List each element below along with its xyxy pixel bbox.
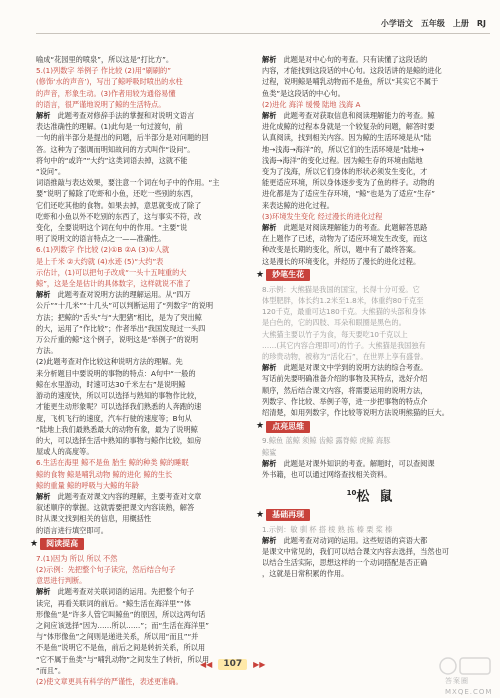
text-line: 内容，才能找到这段话的中心句。这段话讲的是鲸的进化 bbox=[262, 66, 442, 76]
text-line: (3)环境发生变化 经过漫长的进化过程 bbox=[262, 211, 383, 221]
text-line: 的大，可以选择生活中熟知的事物与鲸作比较，如房 bbox=[36, 435, 202, 445]
text-line: (2)此题考查对作比较这种说明方法的理解。先 bbox=[36, 357, 183, 367]
analysis-label: 解析 bbox=[262, 535, 284, 545]
watermark-line2: MXQE.COM bbox=[445, 688, 493, 697]
text-line: 此题考查对说明方法的理解运用。从“四万 bbox=[57, 290, 191, 300]
text-line: 种改变是长期的变化，所以，题中有了最终答案。 bbox=[262, 245, 421, 255]
text-line: 绍清楚，如用列数字，作比较等说明方法说明熊猫的巨大。 bbox=[262, 408, 449, 418]
text-line: 鲸在水里游动，时速可达30千米左右”是说明鲸 bbox=[36, 379, 186, 389]
text-line: 鲸的食物 鲸是哺乳动物 鲸的进化 鲸的生长 bbox=[36, 469, 173, 479]
section-heading-writing bbox=[256, 269, 310, 282]
text-line: 6.(1)列数字 作比较 (2)①B ②A (3)①人就 bbox=[36, 245, 170, 255]
text-line: 在上题作了已述，动物为了适应环境发生改变，而这 bbox=[262, 234, 428, 244]
text-line: 公斤”“十几米”“十几头”可以判断运用了“列数字”的说明 bbox=[36, 301, 214, 311]
text-line: 6.生活在海里 鲸不是鱼 胎生 鲸的种类 鲸的睡眠 bbox=[36, 458, 189, 468]
text-line: 的语言进行填空即可。 bbox=[36, 525, 108, 535]
analysis-block bbox=[262, 222, 487, 267]
text-line: “它不属于鱼类”与“哺乳动物”之间发生了转折，所以用 bbox=[36, 654, 210, 664]
text-line: 鲸”，这是全是估计的具体数字，这样就说不准了 bbox=[36, 279, 191, 289]
text-line: 以结合生活实际，思想这样的一个动词搭配是否正确 bbox=[262, 558, 428, 568]
analysis-label: 解析 bbox=[262, 363, 284, 373]
text-line: 词语推敲与表达效果，要注意一个词在句子中的作用。“主 bbox=[36, 178, 220, 188]
analysis-label: 解析 bbox=[36, 587, 58, 597]
lesson-number: 10 bbox=[346, 489, 357, 498]
text-line: ，这就是日常积累的作用。 bbox=[262, 569, 349, 579]
text-line: 万公斤重的鲸”这个例子，说明这是“举例子”的说明 bbox=[36, 335, 199, 345]
text-line: “设问”。 bbox=[36, 167, 66, 177]
watermark-text bbox=[445, 676, 500, 698]
text-line: 与“体形像鱼”之间则是递进关系，所以用“而且”“并 bbox=[36, 632, 199, 642]
text-line: 鲸的重量 鲸的呼吸与大鲸的年龄 bbox=[36, 480, 139, 490]
text-line: 的语言，很严谨地说明了鲸的生活特点。 bbox=[36, 99, 166, 109]
left-column bbox=[30, 54, 254, 687]
text-line: “而且”。 bbox=[36, 665, 66, 675]
text-line: 大熊猫主要以竹子为食，每天要吃10千克以上 bbox=[262, 329, 408, 339]
text-line: (2)示例：先把整个句子读完，然后结合句子 bbox=[36, 564, 176, 574]
answer-key bbox=[36, 553, 254, 587]
analysis-block bbox=[36, 491, 254, 536]
text-line: 此题是对中心句的考查。只有读懂了这段话的 bbox=[283, 55, 428, 64]
answer-key bbox=[262, 284, 487, 362]
star-icon: ★ bbox=[256, 509, 265, 520]
prev-page-icon[interactable]: ◀◀ bbox=[200, 660, 213, 669]
text-line: 是上千米 ②大约就 (4)水迹 (5)“大约”表 bbox=[36, 256, 164, 266]
text-line: 时从课文找到相关的信息，用概括性 bbox=[36, 514, 152, 524]
lesson-title bbox=[262, 488, 487, 503]
star-icon: ★ bbox=[256, 421, 265, 432]
text-line: 是课文中常见的，我们可以结合课文内容去选择，当然也可 bbox=[262, 547, 449, 557]
text-line: 列数字、作比较、举例子等，进一步把事物的特点介 bbox=[262, 396, 428, 406]
text-line: 形像鱼”是“许多人管它叫鲸鱼”的原因，所以这两句话 bbox=[36, 609, 206, 619]
right-column bbox=[256, 54, 487, 580]
text-line: 此题考查对课文内容的理解，主要考查对文章 bbox=[57, 491, 202, 501]
page-number: 107 bbox=[218, 659, 247, 670]
text-line: 7.(1)因为 所以 所以 不然 bbox=[36, 553, 118, 563]
star-icon: ★ bbox=[30, 538, 39, 549]
text-line: 此题是对阅读理解能力的考查。此题解答思路 bbox=[283, 223, 428, 233]
page-header bbox=[381, 18, 486, 29]
header-subject: 小学语文 bbox=[380, 19, 413, 28]
section-label: 妙笔生花 bbox=[266, 269, 310, 281]
text-line: 要”说明了鲸除了吃虾和小鱼，还吃一些别的东西， bbox=[36, 189, 198, 199]
text-line: 的大，运用了“作比较”；作者举出“我国发现过一头四 bbox=[36, 323, 206, 333]
page-footer bbox=[200, 659, 265, 670]
section-heading-basics bbox=[256, 509, 310, 522]
analysis-block bbox=[262, 110, 487, 211]
text-line: 表达准确性的理解。(1)此句是一句过渡句，前 bbox=[36, 122, 183, 132]
text-line: (修饰‘水的声音’)，写出了鲸呼吸时喷出的水柱 bbox=[36, 77, 183, 87]
text-line: “陆地上我们最熟悉最大的动物有象，最为了说明鲸 bbox=[36, 424, 198, 434]
text-line: 鲸鲨 bbox=[262, 447, 277, 457]
text-line: 方法；把鲸的“舌头”与“大肥猪”相比，是为了突出鲸 bbox=[36, 312, 202, 322]
header-term: 上册 bbox=[452, 19, 469, 28]
text-line: 变为了浅海，所以它们身体的形状必须发生变化，才 bbox=[262, 167, 428, 177]
section-heading-reading bbox=[30, 538, 84, 551]
text-line: 过程，说明鲸是哺乳动物而不是鱼，所以“其实它不属于 bbox=[262, 77, 439, 87]
text-line: 它们还吃其他的食物。如果去掉，意思就变成了除了 bbox=[36, 200, 202, 210]
text-line: 这是漫长的环境变化，并经历了漫长的进化过程。 bbox=[262, 256, 421, 266]
text-line: 9.鲸鱼 蓝鲸 须鲸 齿鲸 露脊鲸 虎鲸 海豚 bbox=[262, 436, 391, 446]
text-line: 才能更生动形象呢？可以选择我们熟悉的人奔跑的速 bbox=[36, 402, 202, 412]
text-line: 来分析题目中要说明的事物的特点：A句中“一般的 bbox=[36, 368, 196, 378]
text-line: 不是鱼”说明它不是鱼，前后之间是转折关系，所以用 bbox=[36, 643, 206, 653]
text-line: 明了说明文的语言特点之一——准确性。 bbox=[36, 234, 166, 244]
answer-key bbox=[36, 676, 254, 687]
analysis-block bbox=[262, 458, 487, 480]
text-line: 之间应该选择“因为……所以……”；而“生活在海洋里” bbox=[36, 620, 210, 630]
header-grade: 五年级 bbox=[420, 19, 445, 28]
answer-key bbox=[262, 435, 487, 457]
text-line: 顺序，然后结合课文内容，将需要运用的说明方法， bbox=[262, 385, 428, 395]
text-line: 1.示例：敏 驯 杯 搭 棱 熟 拣 榛 栗 桨 榛 bbox=[262, 524, 393, 534]
section-heading-thinking bbox=[256, 420, 310, 433]
analysis-block bbox=[262, 54, 487, 99]
text-line: 进化成鲸的过程本身就是一个较复杂的问题，解答时要 bbox=[262, 122, 435, 132]
analysis-label: 解析 bbox=[262, 458, 284, 468]
text-line: 能更适应环境，所以身体逐步变为了鱼的样子。动物的 bbox=[262, 178, 435, 188]
text-line: 读完，再看关联词的前后。“鲸生活在海洋里”“体 bbox=[36, 598, 191, 608]
section-label: 基础再现 bbox=[266, 509, 310, 521]
analysis-label: 解析 bbox=[36, 290, 58, 300]
next-page-icon[interactable]: ▶▶ bbox=[253, 660, 266, 669]
text-line: 示估计，(1)可以把句子改成“一头十五吨重的大 bbox=[36, 267, 187, 277]
text-line: 叙述顺序的掌握。这就需要把课文内容读熟，解答 bbox=[36, 503, 195, 513]
star-icon: ★ bbox=[256, 269, 265, 280]
text-line: 8.示例：大熊猫是我国的国宝，长得十分可爱。它 bbox=[262, 284, 420, 294]
text-line: 外书籍，也可以通过网络查找相关资料。 bbox=[262, 469, 392, 479]
lesson-name: 松鼠 bbox=[356, 489, 403, 505]
analysis-label: 解析 bbox=[36, 491, 58, 501]
analysis-block bbox=[36, 110, 254, 244]
text-line: 将句中的“或许”“大约”这类词语去掉，这就不能 bbox=[36, 155, 188, 165]
text-line: 地→浅海→海洋”的，所以它们的生活环境是“陆地→ bbox=[262, 144, 425, 154]
text-line: 变化，全要说明这个词在句中的作用。“主要”说 bbox=[36, 223, 188, 233]
text-line: 认真阅读，找到相关内容。因为鲸的生活环境是从“陆 bbox=[262, 133, 432, 143]
text-line: 此题考查对动词的运用。这些短语的宾语大都 bbox=[283, 535, 428, 545]
text-line: 一句的前半部分是提出的问题，后半部分是对问题的回 bbox=[36, 133, 209, 143]
analysis-block bbox=[36, 289, 254, 457]
text-line: 5.(1)列数字 举例子 作比较 (2)用“刷刷的” bbox=[36, 66, 171, 76]
text-line: 写话前先要明确准备介绍的事物及其特点，选好介绍 bbox=[262, 374, 428, 384]
text-line: 的珍贵动物，被称为“活化石”，在世界上享有盛誉。 bbox=[262, 352, 428, 362]
text-line: (2)使文章更具有科学的严谨性，表述更准确。 bbox=[36, 676, 183, 686]
text-line: 浅海→海洋”的变化过程。因为鲸生存的环境由陆地 bbox=[262, 155, 423, 165]
text-line: 此题考查对修辞手法的掌握和对说明文语言 bbox=[57, 111, 195, 121]
text-line: 游动的速度快，所以可以选择与熟知的事物作比较， bbox=[36, 391, 202, 401]
answer-key bbox=[262, 524, 487, 535]
section-label: 点亮思维 bbox=[266, 421, 310, 433]
text-line: ……(其它内容合理即可)的竹子。大熊猫是我国独有 bbox=[262, 340, 426, 350]
answer-key bbox=[36, 457, 254, 491]
analysis-label: 解析 bbox=[262, 111, 284, 121]
text-line: 鱼类”是这段话的中心句。 bbox=[262, 88, 345, 98]
text-line: 120千克，最重可达180千克。大熊猫的头部和身体 bbox=[262, 307, 427, 317]
text-line: 吃虾和小鱼以外不吃别的东西了，这与事实不符，改 bbox=[36, 211, 202, 221]
analysis-label: 解析 bbox=[262, 223, 284, 233]
text-line: 此题考查对获取信息和阅读理解能力的考查。鲸 bbox=[283, 111, 435, 121]
text-line: 此题考查对关联词语的运用。先把整个句子 bbox=[57, 587, 195, 597]
text-line: 屋或人的高度等。 bbox=[36, 447, 94, 457]
text-line: 进化都是为了适应生存环境，“鲸”也是为了适应“生存” bbox=[262, 189, 436, 199]
answer-key bbox=[262, 211, 487, 222]
text-line: 是白色的，它的四肢、耳朵和眼圈是黑色的。 bbox=[262, 318, 406, 328]
analysis-label: 解析 bbox=[262, 55, 284, 64]
text-line: 喻成“花园里的喷泉”，所以这是“打比方”。 bbox=[36, 55, 174, 64]
answer-key bbox=[36, 244, 254, 289]
text-line: 来表达鲸的进化过程。 bbox=[262, 200, 334, 210]
analysis-block bbox=[262, 362, 487, 418]
text-line: 方法。 bbox=[36, 346, 58, 356]
text-line: 答。这种为了强调而明知故问的方式叫作“设问”。 bbox=[36, 144, 195, 154]
text-line: 的声音，形象生动。(3)作者用较为通俗易懂 bbox=[36, 88, 176, 98]
header-edition: RJ bbox=[476, 19, 486, 28]
answer-key bbox=[262, 99, 487, 110]
text-line: 此题是对课外知识的考查。解题时，可以查阅课 bbox=[283, 458, 435, 468]
header-divider bbox=[36, 33, 490, 34]
answer-key bbox=[36, 65, 254, 110]
text-line: 此题是对课文中学到的说明方法的综合考查。 bbox=[283, 363, 428, 373]
analysis-block bbox=[262, 535, 487, 580]
text-line: 体型肥胖，体长约1.2米至1.8米，体重约80千克至 bbox=[262, 296, 424, 306]
answer-block bbox=[36, 54, 254, 65]
text-line: 度，飞机飞行的速度，汽车行驶的速度等；B句从 bbox=[36, 413, 192, 423]
section-label: 阅读提高 bbox=[40, 538, 84, 550]
watermark-line1: 答案圈 bbox=[445, 677, 469, 685]
text-line: (2)进化 海洋 缓慢 陆地 浅海 A bbox=[262, 99, 361, 109]
text-line: 意思进行判断。 bbox=[36, 576, 87, 586]
analysis-label: 解析 bbox=[36, 111, 58, 121]
